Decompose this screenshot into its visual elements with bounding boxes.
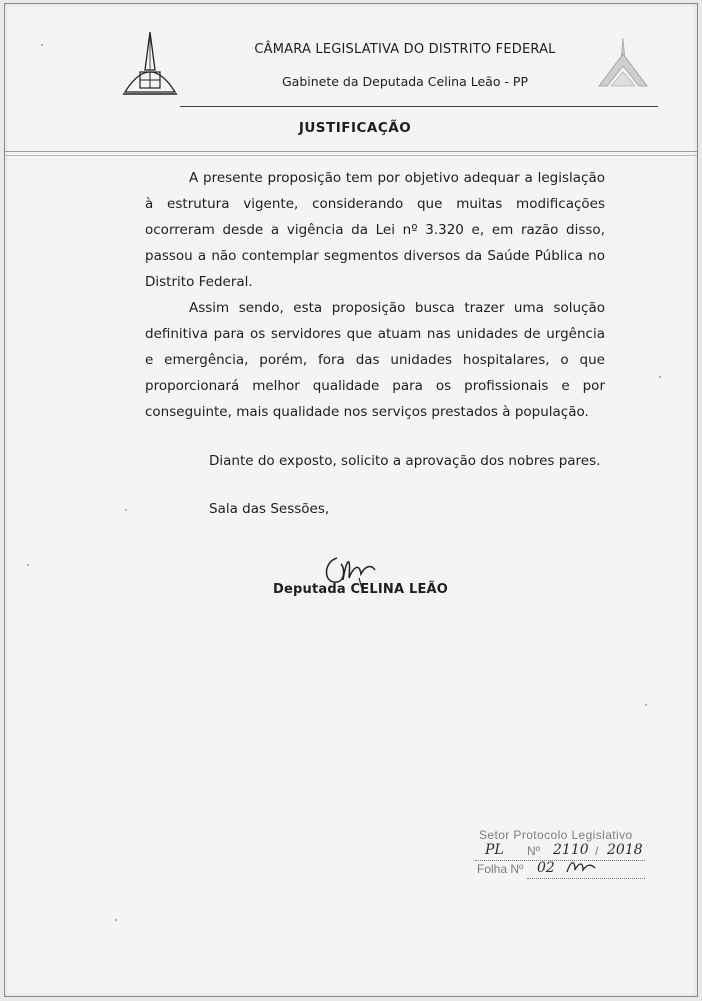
scan-speck bbox=[41, 44, 43, 46]
scan-speck bbox=[115, 919, 117, 921]
scan-speck bbox=[645, 704, 647, 706]
number-label: Nº bbox=[527, 844, 541, 858]
scan-band-line bbox=[5, 151, 697, 152]
handwritten-type: PL bbox=[485, 842, 504, 858]
document-page bbox=[4, 3, 698, 997]
header-divider bbox=[180, 106, 658, 107]
scan-speck bbox=[27, 564, 29, 566]
session-place: Sala das Sessões, bbox=[209, 501, 330, 517]
dome-emblem-icon bbox=[121, 30, 179, 100]
handwritten-number: 2110 bbox=[553, 842, 589, 858]
closing-statement: Diante do exposto, solicito a aprovação dos nobres pares. bbox=[209, 453, 601, 469]
stamp-underline bbox=[527, 878, 645, 879]
stamp-title: Setor Protocolo Legislativo bbox=[479, 828, 633, 842]
signer-name: Deputada CELINA LEÃO bbox=[273, 582, 449, 597]
paragraph: A presente proposição tem por objetivo adequar a legislação à estrutura vigente, considerando que muitas modificações ocorreram desde a vigência da Lei nº 3.320 e, em razão disso, passou a não contemplar segmentos diversos da Saúde Pública no Distrito Federal. bbox=[145, 170, 605, 290]
document-title: JUSTIFICAÇÃO bbox=[298, 120, 412, 136]
page-label: Folha Nº bbox=[477, 862, 524, 876]
paragraph: Assim sendo, esta proposição busca trazer uma solução definitiva para os servidores que atuam nas unidades de urgência e emergência, porém, fora das unidades hospitalares, o que proporcionará melhor qualidade para os profissionais e por conseguinte, mais qualidade nos serviços prestados à população. bbox=[145, 300, 605, 420]
office-name: Gabinete da Deputada Celina Leão - PP bbox=[282, 74, 528, 89]
institution-name: CÂMARA LEGISLATIVA DO DISTRITO FEDERAL bbox=[254, 42, 556, 57]
scan-speck bbox=[659, 376, 661, 378]
number-separator: / bbox=[595, 844, 599, 858]
handwritten-page: 02 bbox=[537, 860, 555, 876]
handwritten-initials bbox=[565, 858, 599, 876]
scan-band-line bbox=[5, 155, 697, 156]
handwritten-year: 2018 bbox=[607, 842, 643, 858]
stamp-underline bbox=[475, 860, 645, 861]
scan-speck bbox=[125, 509, 127, 511]
